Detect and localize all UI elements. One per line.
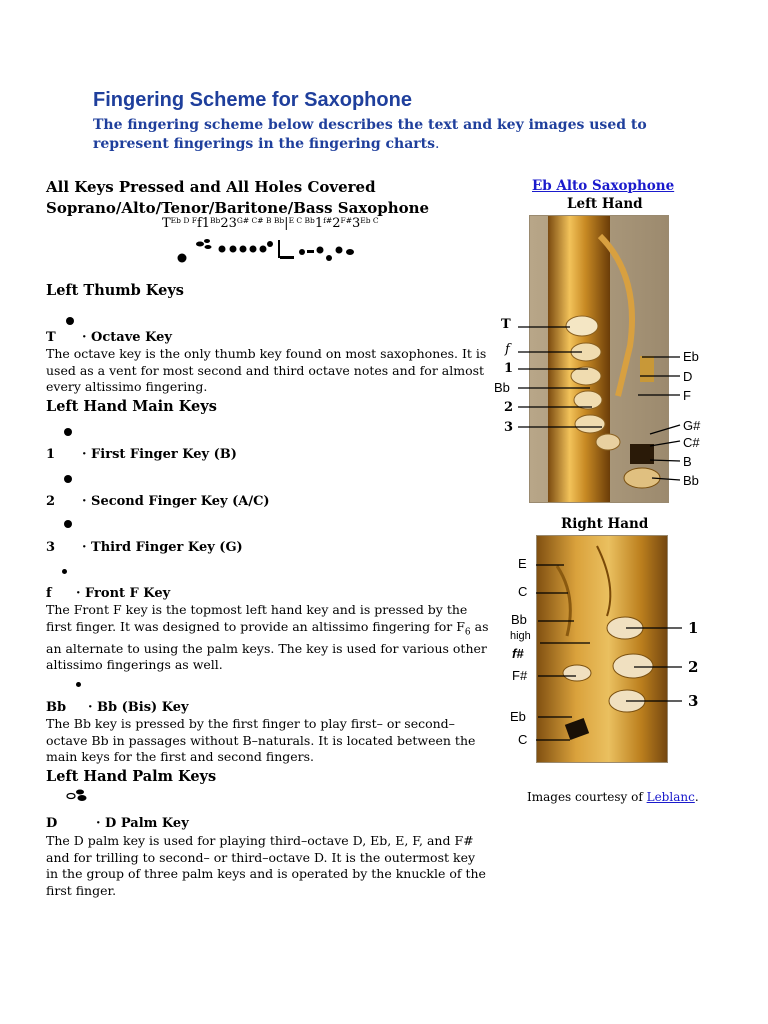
lh-label-F: F [683,388,691,403]
rh-label-3: 3 [688,692,699,710]
leblanc-link[interactable]: Leblanc [646,790,695,804]
lh-label-Bb: Bb [494,380,510,395]
all-keys-heading: All Keys Pressed and All Holes Covered [46,178,376,196]
first-key-dot-icon [64,428,72,436]
lh-label-Csharp: C# [683,435,700,450]
rh-label-C-low: C [518,732,528,747]
lh-label-3: 3 [504,420,514,435]
d-palm-desc: The D palm key is used for playing third–octave D, Eb, E, F, and F# and for trilling to second– or third–octave D. It is the outermost key in the group of three palm keys and is operated by the knuckle of the first finger. [46,833,486,898]
lh-label-f: f [505,342,510,357]
strip-sup3: G# C# B Bb [236,216,285,225]
key-strip-text [162,216,379,231]
credit-prefix: Images courtesy of [527,790,647,804]
lh-label-B: B [683,454,692,469]
strip-f1: f1 [196,216,211,231]
strip-T: T [162,216,171,231]
right-hand-pointer-lines [530,560,690,750]
front-f-name: · Front F Key [76,586,171,601]
front-f-label: f [46,586,52,601]
credit-suffix: . [694,790,699,804]
lh-label-1: 1 [504,361,514,376]
octave-key-row [46,330,172,345]
eb-alto-saxophone-link[interactable]: Eb Alto Saxophone [532,178,675,194]
front-f-desc-a: The Front F key is the topmost left hand key and is pressed by the first finger. It was designed to provide an altissimo fingering for F [46,602,468,634]
d-palm-name: · D Palm Key [96,816,189,831]
lh-label-Eb: Eb [683,349,699,364]
rh-label-Bb: Bb [511,612,527,627]
palm-keys-icon [64,788,92,802]
octave-key-name: · Octave Key [82,330,172,345]
second-key-row [46,494,270,509]
rh-label-1: 1 [688,619,699,637]
bis-key-label: Bb [46,700,67,715]
rh-label-high: high [510,630,531,642]
strip-sup6: F# [340,216,352,225]
front-f-row [46,586,170,601]
octave-key-dot-icon [66,317,74,325]
third-key-name: · Third Finger Key (G) [82,540,243,555]
strip-sup1: Eb D F [170,216,197,225]
strip-1: 1 [314,216,324,231]
strip-sup7: Eb C [360,216,379,225]
front-f-dot-icon [62,569,67,574]
strip-2: 2 [332,216,341,231]
strip-23: 23 [220,216,237,231]
octave-key-desc: The octave key is the only thumb key found on most saxophones. It is used as a vent for most second and third octave notes and for almost every altissimo fingering. [46,346,487,394]
first-key-name: · First Finger Key (B) [82,447,237,462]
second-key-label: 2 [46,494,56,509]
all-keys-subheading: Soprano/Alto/Tenor/Baritone/Bass Saxophone [46,199,430,217]
rh-label-Eb: Eb [510,709,526,724]
rh-label-Fsharp: F# [512,668,528,683]
bis-key-dot-icon [76,682,81,687]
first-key-label: 1 [46,447,56,462]
bis-key-row [46,700,189,715]
d-palm-label: D [46,816,58,831]
lh-label-D: D [683,369,693,384]
third-key-label: 3 [46,540,56,555]
left-hand-palm-heading: Left Hand Palm Keys [46,768,217,785]
front-f-desc-b: as an alternate to using the palm keys. The key is used for various other altissimo fingerings as well. [46,618,489,672]
strip-bar: | [284,216,289,231]
rh-label-2: 2 [688,658,699,676]
page-subtitle [93,116,693,154]
strip-3: 3 [351,216,361,231]
strip-sup4: E C Bb [288,216,315,225]
left-thumb-heading: Left Thumb Keys [46,282,184,299]
bis-key-name: · Bb (Bis) Key [88,700,189,715]
front-f-desc-sub: 6 [464,627,471,637]
subtitle-text: The fingering scheme below describes the text and key images used to represent fingerings in the fingering charts [93,117,647,152]
page-title: Fingering Scheme for Saxophone [93,89,412,111]
first-key-row [46,447,237,462]
lh-label-T: T [501,317,511,332]
front-f-desc [46,602,491,674]
strip-sup5: f# [323,216,333,225]
lh-label-Gsharp: G# [683,418,701,433]
left-hand-caption: Left Hand [567,196,643,212]
right-hand-caption: Right Hand [561,516,649,532]
second-key-name: · Second Finger Key (A/C) [82,494,270,509]
rh-label-fsharp: f# [512,646,524,661]
image-credit [527,790,699,804]
rh-label-C: C [518,584,528,599]
rh-label-E: E [518,556,527,571]
bis-key-desc: The Bb key is pressed by the first finger to play first– or second–octave Bb in passages without B–naturals. It is located between the main keys for the first and second fingers. [46,716,476,764]
lh-label-2: 2 [504,400,514,415]
d-palm-row [46,816,189,831]
left-hand-pointer-lines [512,322,712,492]
third-key-row [46,540,243,555]
all-keys-fingering-icon [174,236,364,266]
lh-label-Bb-low: Bb [683,473,699,488]
subtitle-end: . [435,136,440,152]
third-key-dot-icon [64,520,72,528]
octave-key-label: T [46,330,56,345]
strip-sup2: Bb [210,216,221,225]
second-key-dot-icon [64,475,72,483]
left-hand-main-heading: Left Hand Main Keys [46,398,217,415]
